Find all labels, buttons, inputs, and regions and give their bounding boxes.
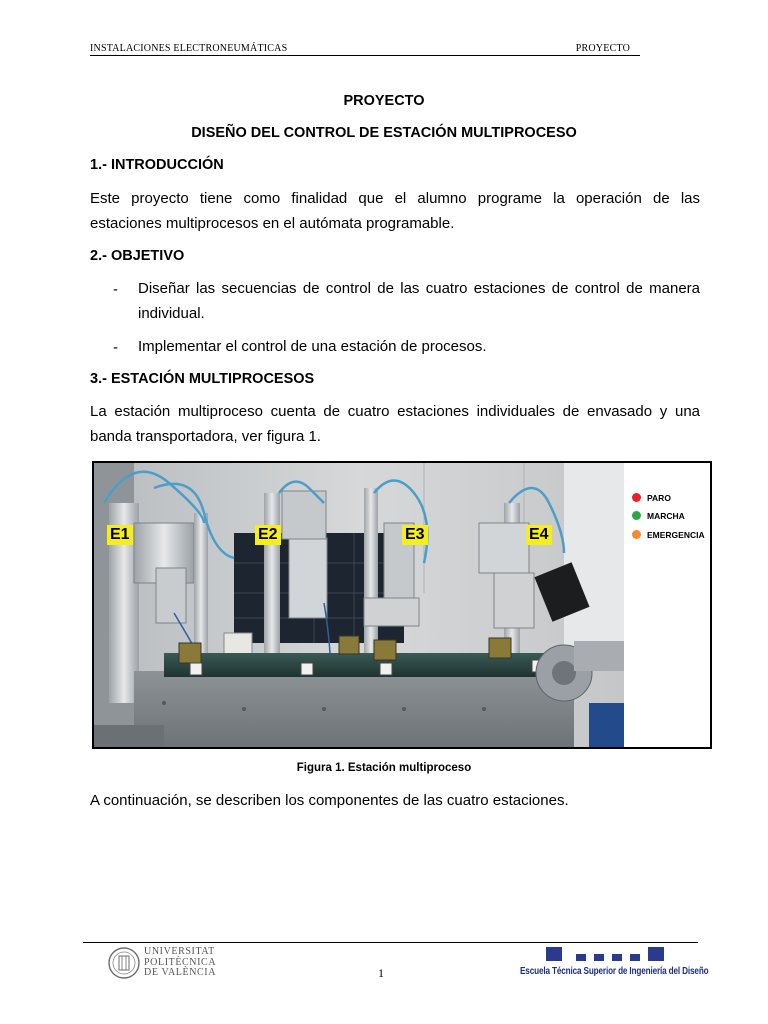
station-label-e1: E1 (107, 525, 133, 545)
closing-paragraph: A continuación, se describen los componentes de las cuatro estaciones. (90, 792, 569, 809)
objective-item-1-line-1: Diseñar las secuencias de control de las cuatro estaciones de control de manera (138, 280, 700, 297)
header-section: PROYECTO (575, 43, 630, 54)
station-label-e4: E4 (526, 525, 552, 545)
header-rule (90, 55, 640, 56)
status-dot-icon (632, 511, 641, 520)
station-line-2: banda transportadora, ver figura 1. (90, 428, 321, 445)
bullet-marker: - (113, 339, 118, 356)
figure-legend (624, 461, 712, 749)
intro-line-1: Este proyecto tiene como finalidad que el alumno programe la operación de las (90, 190, 700, 207)
objective-item-2: Implementar el control de una estación de procesos. (138, 338, 487, 355)
document-title: PROYECTO (343, 93, 425, 109)
university-line-1: UNIVERSITAT (144, 946, 215, 957)
upv-seal-icon (108, 947, 140, 979)
university-line-2: POLITÈCNICA (144, 956, 217, 968)
heading-objective: 2.- OBJETIVO (90, 248, 185, 264)
footer-rule (83, 942, 698, 943)
upv-logo (108, 946, 248, 980)
heading-station: 3.- ESTACIÓN MULTIPROCESOS (90, 371, 315, 387)
header-course: INSTALACIONES ELECTRONEUMÁTICAS (90, 43, 288, 54)
etsid-logo (520, 946, 709, 980)
station-label-e2: E2 (255, 525, 281, 545)
legend-item-emergencia: EMERGENCIA (632, 529, 705, 541)
bullet-marker: - (113, 281, 118, 298)
heading-introduction: 1.- INTRODUCCIÓN (90, 157, 224, 173)
status-dot-icon (632, 530, 641, 539)
station-label-e3: E3 (402, 525, 428, 545)
legend-item-marcha: MARCHA (632, 510, 685, 522)
page-number: 1 (378, 966, 384, 980)
school-name: Escuela Técnica Superior de Ingeniería del Diseño (520, 965, 709, 977)
university-line-3: DE VALÈNCIA (144, 967, 217, 978)
etsid-blocks-icon (546, 946, 696, 962)
station-photo (92, 461, 628, 749)
intro-line-2: estaciones multiprocesos en el autómata programable. (90, 215, 455, 232)
running-header (90, 43, 640, 55)
document-subtitle: DISEÑO DEL CONTROL DE ESTACIÓN MULTIPROCESO (191, 125, 577, 141)
objective-item-1-line-2: individual. (138, 305, 205, 322)
legend-item-paro: PARO (632, 492, 671, 504)
station-line-1: La estación multiproceso cuenta de cuatro estaciones individuales de envasado y una (90, 403, 700, 420)
figure-caption: Figura 1. Estación multiproceso (296, 762, 472, 774)
status-dot-icon (632, 493, 641, 502)
